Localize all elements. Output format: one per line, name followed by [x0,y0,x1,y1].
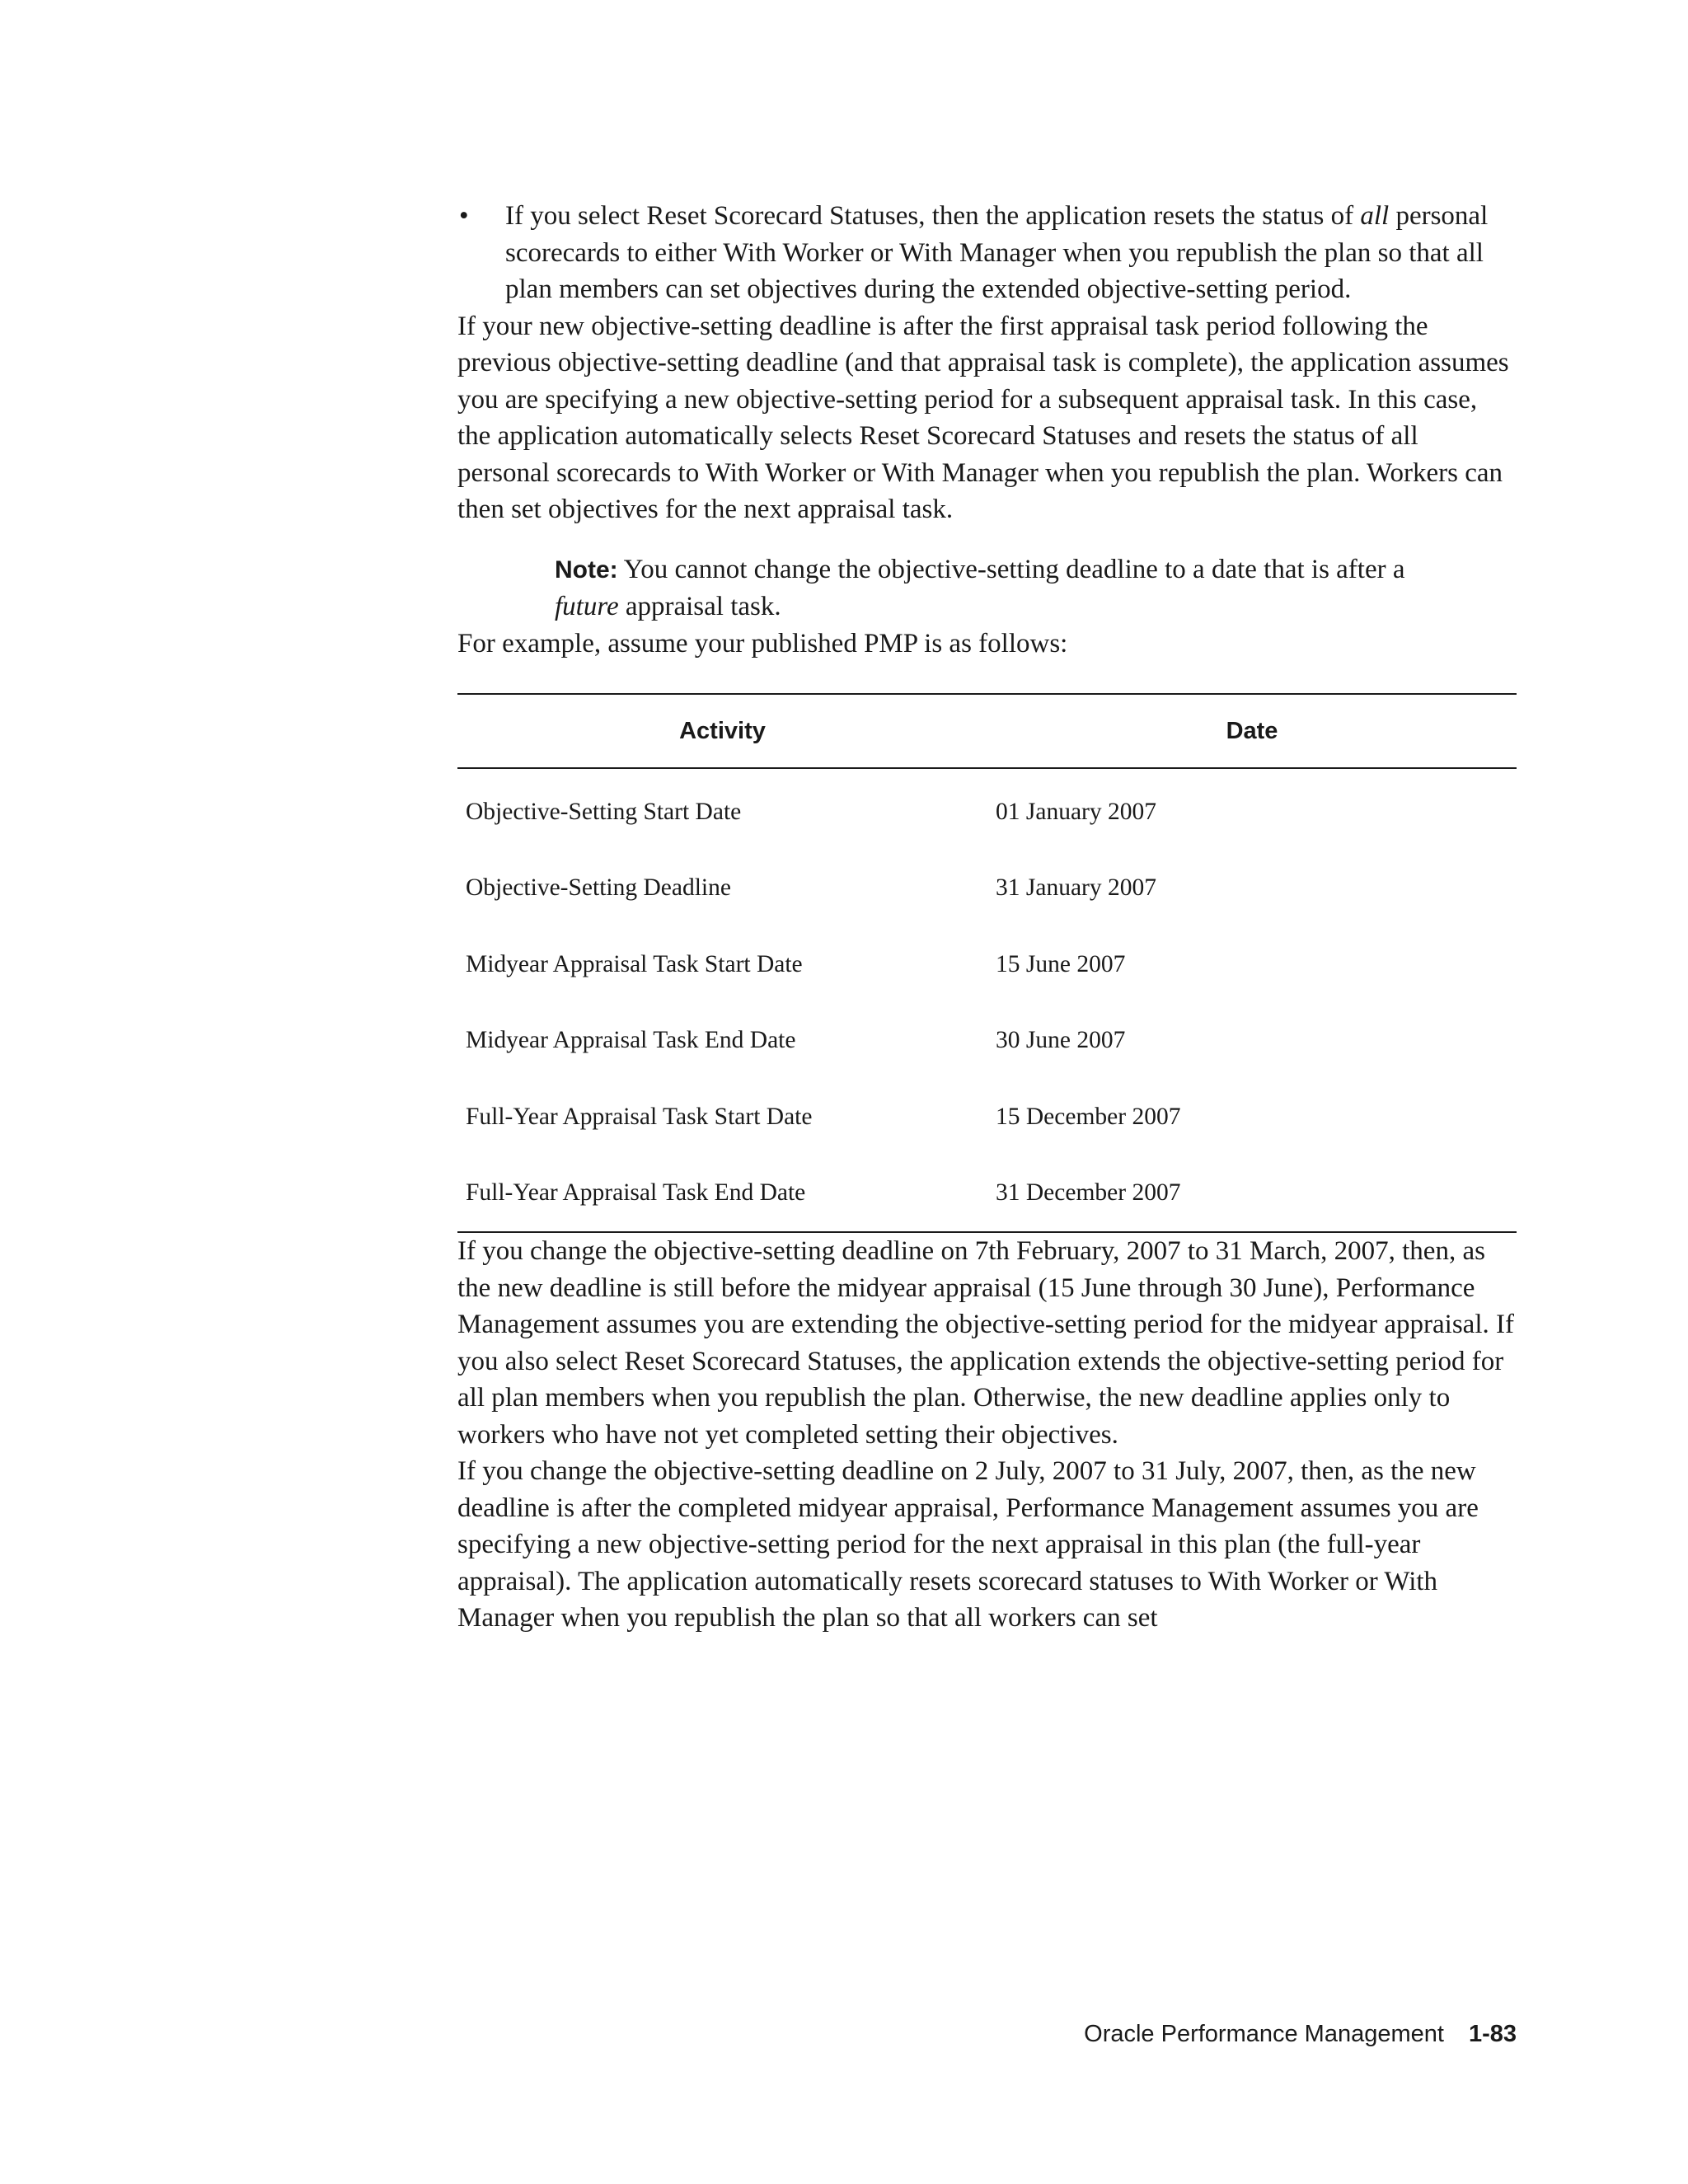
document-content [457,198,1517,1637]
activity-cell: Objective-Setting Start Date [466,798,742,825]
date-cell: 31 January 2007 [996,874,1156,902]
table-row [457,1155,1517,1233]
activity-cell: Midyear Appraisal Task Start Date [466,950,803,977]
note-text-end: appraisal task. [618,592,781,621]
table-row [457,768,1517,851]
paragraph-new-deadline: If your new objective-setting deadline is after the first appraisal task period following the previous objective-setting deadline (and that appraisal task is complete), the application assumes you are specifying a new objective-setting period for a subsequent appraisal task. In this case, the application automatically selects Reset Scorecard Statuses and resets the status of all personal scorecards to With Worker or With Manager when you republish the plan. Workers can then set objectives for the next appraisal task. [457,311,1509,524]
date-cell: 15 December 2007 [996,1103,1181,1130]
table-row [457,1079,1517,1155]
paragraph-midyear-example: If you change the objective-setting deadline on 7th February, 2007 to 31 March, 2007, then, as the new deadline is still before the midyear appraisal (15 June through 30 June), Performance Management assumes you are extending the objective-setting period for the midyear appraisal. If you also select Reset Scorecard Statuses, the application extends the objective-setting period for all plan members when you republish the plan. Otherwise, the new deadline applies only to workers who have not yet completed setting their objectives. [457,1236,1514,1450]
note-text-start: You cannot change the objective-setting deadline to a date that is after a [617,554,1405,584]
table-row [457,1003,1517,1080]
date-cell: 15 June 2007 [996,950,1126,977]
paragraph-fullyear-example: If you change the objective-setting deadline on 2 July, 2007 to 31 July, 2007, then, as the new deadline is after the completed midyear appraisal, Performance Management assumes you are specifying a new objective-setting period for the next appraisal in this plan (the full-year appraisal). The application automatically resets scorecard statuses to With Worker or With Manager when you republish the plan so that all workers can set [457,1456,1479,1633]
date-cell: 30 June 2007 [996,1027,1126,1054]
bullet-text-end: personal scorecards to either With Worker or With Manager when you republish the plan so that all plan members can set objectives during the extended objective-setting period. [505,201,1489,304]
note-block [555,551,1445,626]
activity-cell: Midyear Appraisal Task End Date [466,1027,796,1054]
page-number: 1-83 [1468,2021,1517,2047]
date-cell: 01 January 2007 [996,798,1156,825]
example-intro: For example, assume your published PMP is as follows: [457,628,1068,658]
column-header-date: Date [987,694,1517,768]
activity-cell: Full-Year Appraisal Task Start Date [466,1103,813,1130]
bullet-icon: • [459,201,469,231]
note-emphasis: future [555,592,619,621]
bullet-text-start: If you select Reset Scorecard Statuses, then the application resets the status of [505,201,1361,231]
activity-cell: Full-Year Appraisal Task End Date [466,1179,806,1207]
table-row [457,851,1517,927]
table-row [457,926,1517,1003]
column-header-activity: Activity [457,694,987,768]
pmp-table [457,693,1517,1233]
page-footer [1084,2021,1517,2048]
date-cell: 31 December 2007 [996,1179,1181,1207]
activity-cell: Objective-Setting Deadline [466,874,731,902]
footer-title: Oracle Performance Management [1084,2021,1444,2047]
table-header-row [457,694,1517,768]
bullet-item [457,198,1517,308]
note-label: Note: [555,555,618,583]
bullet-emphasis: all [1360,201,1390,231]
